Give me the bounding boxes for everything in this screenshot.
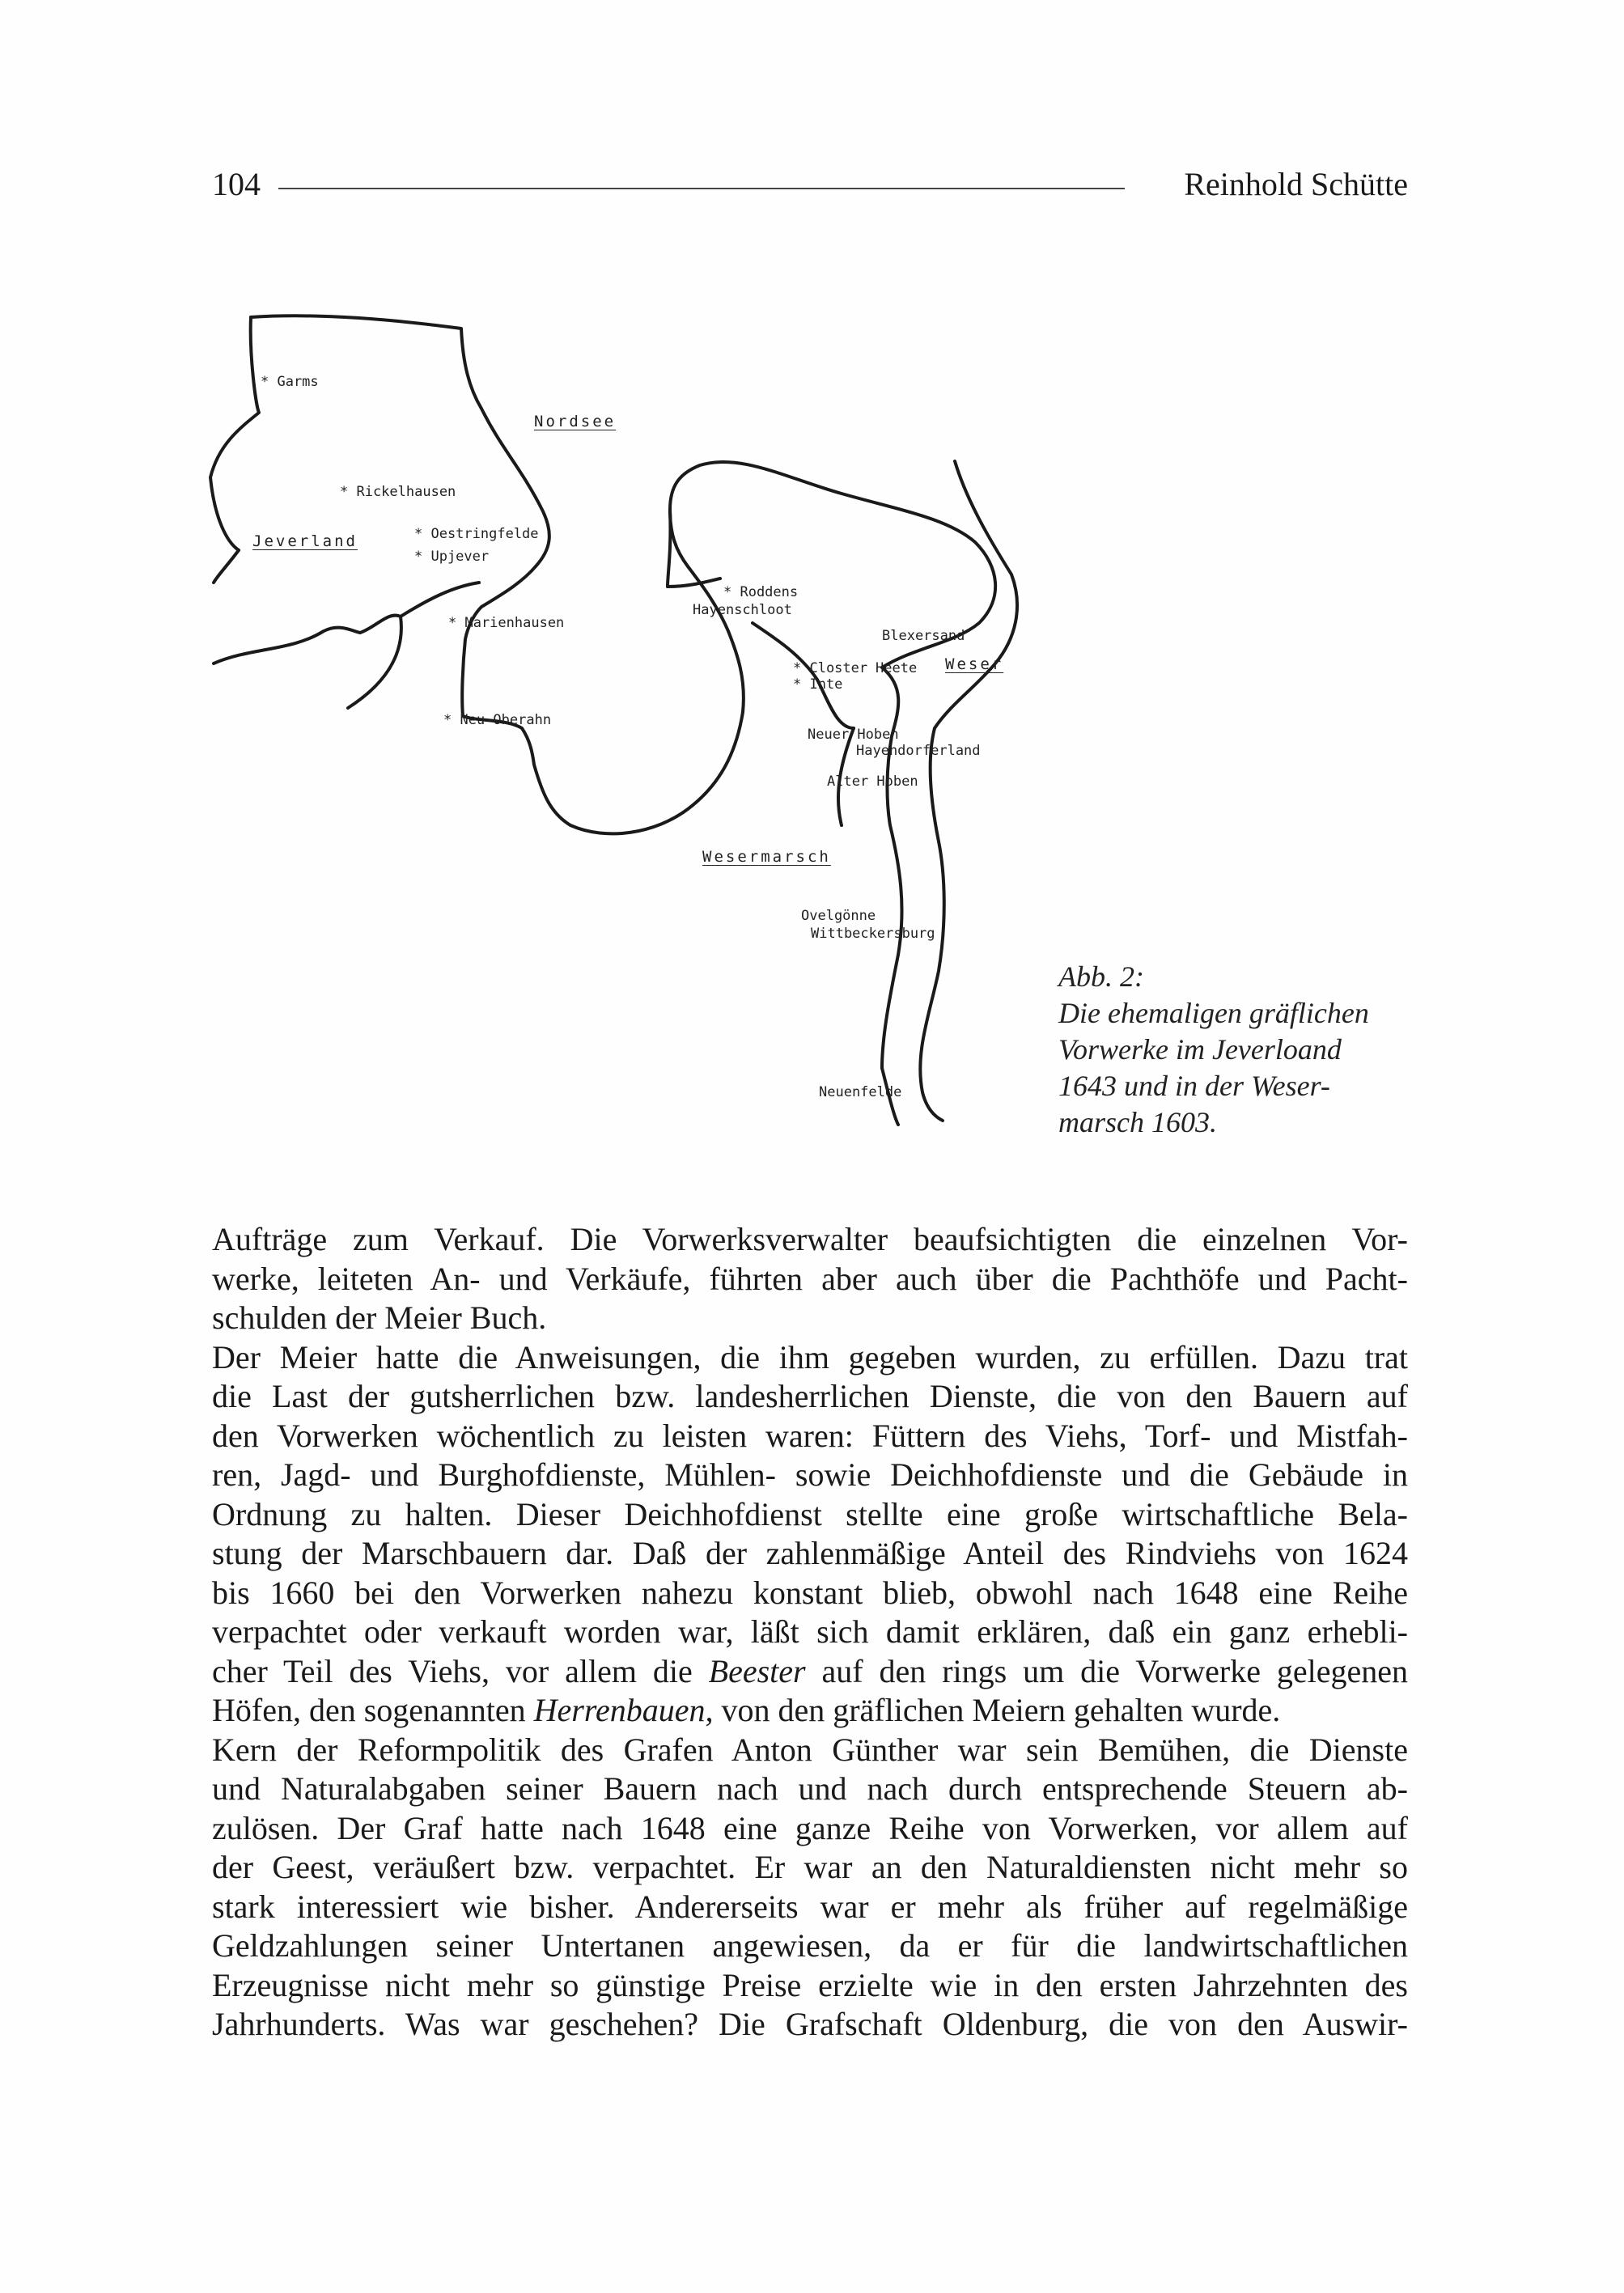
jade-inlet — [214, 616, 401, 708]
text-run: auf den rings um die Vorwerke gelegenen — [805, 1652, 1408, 1689]
italic-term: Beester — [708, 1652, 806, 1689]
text-line: und Naturalabgaben seiner Bauern nach und nach durch entsprechende Steuern ab- — [212, 1770, 1408, 1807]
label-wesermarsch: Wesermarsch — [702, 848, 831, 866]
place-ovelgoenne: Ovelgönne — [801, 908, 876, 924]
map-drawing — [202, 307, 1052, 1157]
text-line: den Vorwerken wöchentlich zu leisten waren: Füttern des Viehs, Torf- und Mistfah- — [212, 1417, 1408, 1454]
place-hayendorferland: Hayendorferland — [856, 743, 981, 759]
text-line: bis 1660 bei den Vorwerken nahezu konstant blieb, obwohl nach 1648 eine Reihe — [212, 1574, 1408, 1611]
text-line: zulösen. Der Graf hatte nach 1648 eine ganze Reihe von Vorwerken, vor allem auf — [212, 1809, 1408, 1846]
jadebusen-inner — [668, 579, 720, 587]
place-neu-oberahn: * Neu-Oberahn — [443, 712, 552, 728]
body-text — [212, 1220, 1408, 2045]
text-line: Kern der Reformpolitik des Grafen Anton Günther war sein Bemühen, die Dienste — [212, 1731, 1408, 1768]
text-line: ren, Jagd- und Burghofdienste, Mühlen- sowie Deichhofdienste und die Gebäude in — [212, 1456, 1408, 1493]
text-run: cher Teil des Viehs, vor allem die — [212, 1652, 709, 1689]
place-neuenfelde: Neuenfelde — [819, 1084, 902, 1100]
place-blexersand: Blexersand — [882, 628, 965, 644]
text-run: Höfen, den sogenannten — [212, 1692, 534, 1728]
text-line: Ordnung zu halten. Dieser Deichhofdienst stellte eine große wirtschaftliche Bela- — [212, 1495, 1408, 1532]
caption-line: marsch 1603. — [1058, 1106, 1217, 1138]
weser-east-bank — [920, 461, 1017, 1121]
text-line: werke, leiteten An- und Verkäufe, führten aber auch über die Pachthöfe und Pacht- — [212, 1260, 1408, 1297]
figure-caption — [1058, 959, 1447, 1141]
place-alter-hoben: Alter Hoben — [827, 774, 918, 790]
text-line: Der Meier hatte die Anweisungen, die ihm gegeben wurden, zu erfüllen. Dazu trat — [212, 1338, 1408, 1375]
place-roddens: * Roddens — [723, 584, 799, 600]
label-jeverland: Jeverland — [252, 532, 358, 550]
marienhausen-channel — [401, 583, 479, 617]
place-hayenschloot: Hayenschloot — [693, 602, 792, 618]
caption-line: Die ehemaligen gräflichen — [1058, 997, 1369, 1029]
caption-line: Abb. 2: — [1058, 960, 1144, 993]
text-line: verpachtet oder verkauft worden war, läßt sich damit erklären, daß ein ganz erhebli- — [212, 1613, 1408, 1650]
place-closter: * Closter — [793, 660, 868, 676]
place-rickelhausen: * Rickelhausen — [340, 484, 456, 500]
label-nordsee: Nordsee — [534, 413, 617, 430]
text-line: Aufträge zum Verkauf. Die Vorwerksverwalter beaufsichtigten die einzelnen Vor- — [212, 1221, 1408, 1257]
place-marienhausen: * Marienhausen — [448, 615, 565, 631]
running-header — [212, 160, 1408, 209]
place-neuer-hoben: Neuer Hoben — [808, 727, 899, 743]
text-line: Erzeugnisse nicht mehr so günstige Preise erzielte wie in den ersten Jahrzehnten des — [212, 1966, 1408, 2003]
text-line: Geldzahlungen seiner Untertanen angewiesen, da er für die landwirtschaftlichen — [212, 1927, 1408, 1964]
label-weser: Weser — [945, 655, 1004, 673]
text-line: die Last der gutsherrlichen bzw. landesherrlichen Dienste, die von den Bauern auf — [212, 1378, 1408, 1414]
text-line: schulden der Meier Buch. — [212, 1299, 547, 1336]
jeverland-west-edge — [214, 550, 239, 583]
text-line: stark interessiert wie bisher. Andererseits war er mehr als früher auf regelmäßige — [212, 1888, 1408, 1925]
italic-term: Herrenbauen, — [533, 1692, 714, 1728]
header-rule — [278, 188, 1125, 189]
text-line: Jahrhunderts. Was war geschehen? Die Grafschaft Oldenburg, die von den Auswir- — [212, 2006, 1408, 2042]
garms-island-edge — [210, 317, 259, 550]
text-line — [212, 1652, 1408, 1692]
place-oestringfelde: * Oestringfelde — [414, 526, 539, 542]
place-garms: * Garms — [261, 374, 319, 390]
page-number: 104 — [212, 166, 261, 202]
caption-line: Vorwerke im Jeverloand — [1058, 1033, 1342, 1066]
place-upjever: * Upjever — [414, 549, 490, 565]
text-line: stung der Marschbauern dar. Daß der zahlenmäßige Anteil des Rindviehs von 1624 — [212, 1535, 1408, 1571]
running-author: Reinhold Schütte — [1184, 166, 1408, 202]
place-inte: * Inte — [793, 676, 843, 693]
text-line: der Geest, veräußert bzw. verpachtet. Er war an den Naturaldiensten nicht mehr so — [212, 1849, 1408, 1885]
map-figure — [202, 307, 1052, 1157]
place-wittbeckersburg: Wittbeckersburg — [811, 926, 935, 942]
text-line — [212, 1691, 1408, 1731]
place-heete: Heete — [876, 660, 918, 676]
text-run: von den gräflichen Meiern gehalten wurde. — [713, 1692, 1281, 1728]
caption-line: 1643 und in der Weser- — [1058, 1070, 1330, 1102]
wesermarsch-loop — [668, 510, 670, 587]
